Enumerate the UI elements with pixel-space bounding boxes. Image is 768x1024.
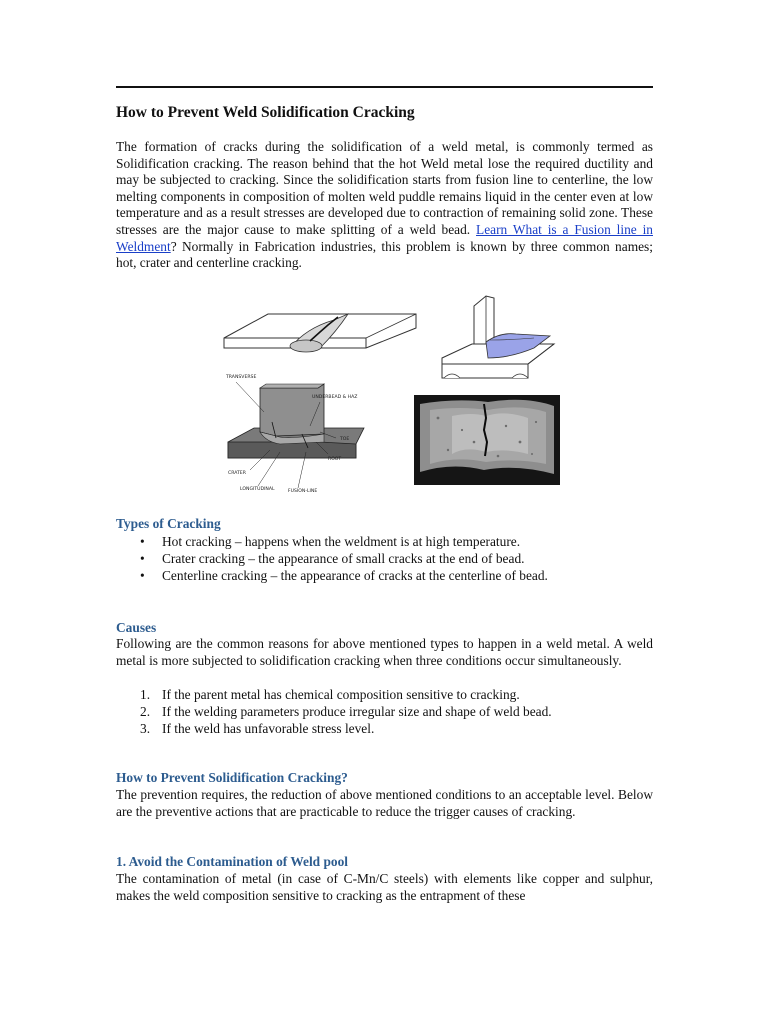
list-item — [116, 567, 653, 584]
label-underbead: UNDERBEAD & HAZ — [312, 395, 358, 400]
header-rule — [116, 86, 653, 88]
intro-paragraph — [116, 139, 653, 272]
list-number: 3. — [140, 721, 151, 736]
list-item — [116, 686, 653, 703]
list-item-text: Hot cracking – happens when the weldment is at high temperature. — [162, 534, 521, 549]
causes-heading: Causes — [116, 620, 157, 635]
prevent-heading: How to Prevent Solidification Cracking? — [116, 770, 348, 785]
list-item — [116, 533, 653, 550]
list-number: 2. — [140, 704, 151, 719]
list-item-text: Crater cracking – the appearance of small cracks at the end of bead. — [162, 551, 525, 566]
list-item — [116, 703, 653, 720]
causes-paragraph: Following are the common reasons for above mentioned types to happen in a weld metal. A weld metal is more subjected to solidification cracking when three conditions occur simultaneously. — [116, 636, 653, 668]
causes-list — [116, 686, 653, 737]
page-title: How to Prevent Weld Solidification Cracking — [116, 104, 415, 121]
label-toe: TOE — [340, 437, 350, 442]
crack-types-diagram — [225, 374, 364, 494]
section1-paragraph: The contamination of metal (in case of C-Mn/C steels) with elements like copper and sulphur, makes the weld composition sensitive to cracking as the entrapment of these — [116, 871, 653, 903]
label-longitudinal: LONGITUDINAL — [240, 487, 275, 492]
bullet-icon: • — [140, 551, 145, 566]
intro-text-after-link: ? Normally in Fabrication industries, this problem is known by three common names; hot, crater and centerline cracking. — [116, 238, 653, 271]
list-item — [116, 720, 653, 737]
weld-cracking-illustrations — [216, 292, 566, 498]
label-root: ROOT — [328, 457, 342, 462]
list-number: 1. — [140, 687, 151, 702]
section1-heading: 1. Avoid the Contamination of Weld pool — [116, 854, 349, 869]
prevent-paragraph: The prevention requires, the reduction of above mentioned conditions to an acceptable level. Below are the preventive actions that are practicable to reduce the trigger causes of cracking. — [116, 787, 653, 819]
label-transverse: TRANSVERSE — [226, 375, 257, 380]
bullet-icon: • — [140, 534, 145, 549]
types-heading: Types of Cracking — [116, 516, 221, 531]
fillet-weld-drawing — [442, 296, 554, 378]
crack-micrograph — [414, 395, 560, 485]
list-item-text: If the parent metal has chemical composition sensitive to cracking. — [162, 687, 520, 702]
types-list — [116, 533, 653, 584]
list-item-text: Centerline cracking – the appearance of cracks at the centerline of bead. — [162, 568, 548, 583]
list-item — [116, 550, 653, 567]
weld-cracking-figure — [216, 292, 566, 498]
intro-text-before-link: The formation of cracks during the solidification of a weld metal, is commonly termed as Solidification cracking. The reason behind that the hot Weld metal lose the required ductility and may be subjected to cracking. Since the solidification starts from fusion line to centerline, the low melting components in composition of molten weld puddle remains liquid in the center even at low temperature and as a result stresses are developed due to contraction of remaining solid zone. These stresses are the major cause to make splitting of a weld bead. — [116, 139, 653, 237]
label-fusion-line: FUSION-LINE — [288, 489, 318, 494]
butt-weld-drawing — [224, 314, 416, 352]
label-crater: CRATER — [228, 471, 246, 476]
fusion-line-link[interactable]: Learn What is a Fusion line in Weldment — [116, 221, 653, 254]
list-item-text: If the weld has unfavorable stress level. — [162, 721, 375, 736]
bullet-icon: • — [140, 568, 145, 583]
list-item-text: If the welding parameters produce irregular size and shape of weld bead. — [162, 704, 552, 719]
